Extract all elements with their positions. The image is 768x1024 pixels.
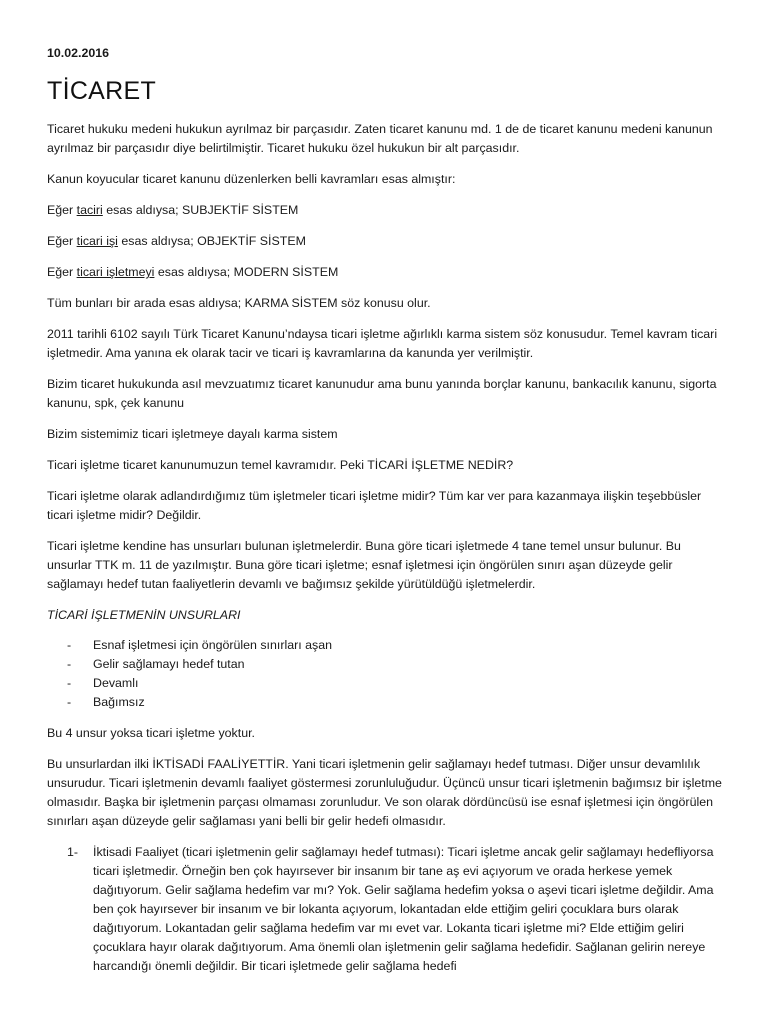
text-suffix: esas aldıysa; MODERN SİSTEM bbox=[154, 265, 339, 279]
list-item bbox=[47, 636, 723, 655]
text-prefix: Eğer bbox=[47, 234, 77, 248]
list-item-text: Esnaf işletmesi için öngörülen sınırları aşan bbox=[93, 638, 332, 652]
section-title: TİCARİ İŞLETMENİN UNSURLARI bbox=[47, 608, 241, 622]
item-number: 1- bbox=[67, 845, 79, 859]
document-date: 10.02.2016 bbox=[47, 46, 110, 60]
numbered-item bbox=[47, 843, 723, 976]
paragraph-objektif bbox=[47, 232, 723, 251]
paragraph-ttk: 2011 tarihli 6102 sayılı Türk Ticaret Kanunu’ndaysa ticari işletme ağırlıklı karma sistem söz konusudur. Temel kavram ticari işletmedir. Ama yanına ek olarak tacir ve ticari iş kavramlarına da kanunda yer verilmiştir. bbox=[47, 327, 718, 360]
paragraph-soru: Ticari işletme olarak adlandırdığımız tüm işletmeler ticari işletme midir? Tüm kar ver para kazanmaya ilişkin teşebbüsler ticari işletme midir? Değildir. bbox=[47, 489, 702, 522]
dash-bullet: - bbox=[67, 695, 72, 709]
list-item-text: Bağımsız bbox=[93, 695, 145, 709]
paragraph-mevzuat: Bizim ticaret hukukunda asıl mevzuatımız ticaret kanunudur ama bunu yanında borçlar kanunu, bankacılık kanunu, sigorta kanunu, spk, çek kanunu bbox=[47, 377, 717, 410]
underlined-term: taciri bbox=[76, 203, 103, 217]
document-title: TİCARET bbox=[47, 77, 157, 105]
text-suffix: esas aldıysa; SUBJEKTİF SİSTEM bbox=[102, 203, 299, 217]
text-suffix: esas aldıysa; OBJEKTİF SİSTEM bbox=[117, 234, 306, 248]
paragraph-sistem: Bizim sistemimiz ticari işletmeye dayalı karma sistem bbox=[47, 427, 338, 441]
underlined-term: ticari işi bbox=[76, 234, 118, 248]
list-item bbox=[47, 693, 723, 712]
paragraph-temel-kavram: Ticari işletme ticaret kanunumuzun temel kavramıdır. Peki TİCARİ İŞLETME NEDİR? bbox=[47, 458, 514, 472]
numbered-item-text: İktisadi Faaliyet (ticari işletmenin gelir sağlamayı hedef tutması): Ticari işletme ancak gelir sağlamayı hedefliyorsa ticari işletmedir. Örneğin ben çok hayırsever bir insanım bir tane aş evi açıyorum ve orada herkese yemek dağıtıyorum. Gelir sağlama hedefim var mı? Yok. Gelir sağlama hedefim yoksa o aşevi ticari işletme değildir. Ama ben çok hayırsever bir insanım ve bir lokanta açıyorum, lokantadan elde ettiğim geliri çocuklara burs olarak dağıtıyorum. Lokantadan gelir sağlama hedefim var mı evet var. Lokanta ticari işletme mi? Elde ettiğim geliri çocuklara hayır olarak dağıtıyorum. Ama önemli olan işletmenin gelir sağlama hedefidir. Sağlanan gelirin nereye harcandığı önemli değildir. Bir ticari işletmede gelir sağlama hedefi bbox=[93, 845, 714, 973]
elements-list bbox=[47, 636, 723, 712]
list-item bbox=[47, 674, 723, 693]
underlined-term: ticari işletmeyi bbox=[76, 265, 155, 279]
paragraph-2: Kanun koyucular ticaret kanunu düzenlerken belli kavramları esas almıştır: bbox=[47, 172, 456, 186]
paragraph-modern bbox=[47, 263, 723, 282]
dash-bullet: - bbox=[67, 657, 72, 671]
paragraph-unsurlar: Ticari işletme kendine has unsurları bulunan işletmelerdir. Buna göre ticari işletmede 4 tane temel unsur bulunur. Bu unsurlar TTK m. 11 de yazılmıştır. Buna göre ticari işletme; esnaf işletmesi için öngörülen sınırı aşan düzeyde gelir sağlamayı hedef tutan faaliyetlerin devamlı ve bağımsız şekilde yürütüldüğü işletmelerdir. bbox=[47, 539, 681, 591]
list-item-text: Gelir sağlamayı hedef tutan bbox=[93, 657, 245, 671]
paragraph-subjektif bbox=[47, 201, 723, 220]
text-prefix: Eğer bbox=[47, 265, 77, 279]
paragraph-iktisadi: Bu unsurlardan ilki İKTİSADİ FAALİYETTİR. Yani ticari işletmenin gelir sağlamayı hedef tutması. Diğer unsur devamlılık unsurudur. Ticari işletmenin devamlı faaliyet göstermesi zorunluluğudur. Üçüncü unsur ticari işletmenin bağımsız bir işletme olmasıdır. Başka bir işletmenin parçası olmaması zorunludur. Ve son olarak dördüncüsü ise esnaf işletmesi için öngörülen sınırları aşan düzeyde gelir sağlaması yani belli bir gelir hedefi olmasıdır. bbox=[47, 757, 722, 828]
list-item-text: Devamlı bbox=[93, 676, 139, 690]
paragraph-yoksa: Bu 4 unsur yoksa ticari işletme yoktur. bbox=[47, 726, 255, 740]
text-prefix: Eğer bbox=[47, 203, 77, 217]
paragraph-karma: Tüm bunları bir arada esas aldıysa; KARMA SİSTEM söz konusu olur. bbox=[47, 296, 431, 310]
document-body bbox=[47, 120, 723, 976]
list-item bbox=[47, 655, 723, 674]
paragraph-1: Ticaret hukuku medeni hukukun ayrılmaz bir parçasıdır. Zaten ticaret kanunu md. 1 de de ticaret kanunu medeni kanunun ayrılmaz bir parçasıdır diye belirtilmiştir. Ticaret hukuku özel hukukun bir alt parçasıdır. bbox=[47, 122, 713, 155]
dash-bullet: - bbox=[67, 638, 72, 652]
dash-bullet: - bbox=[67, 676, 72, 690]
